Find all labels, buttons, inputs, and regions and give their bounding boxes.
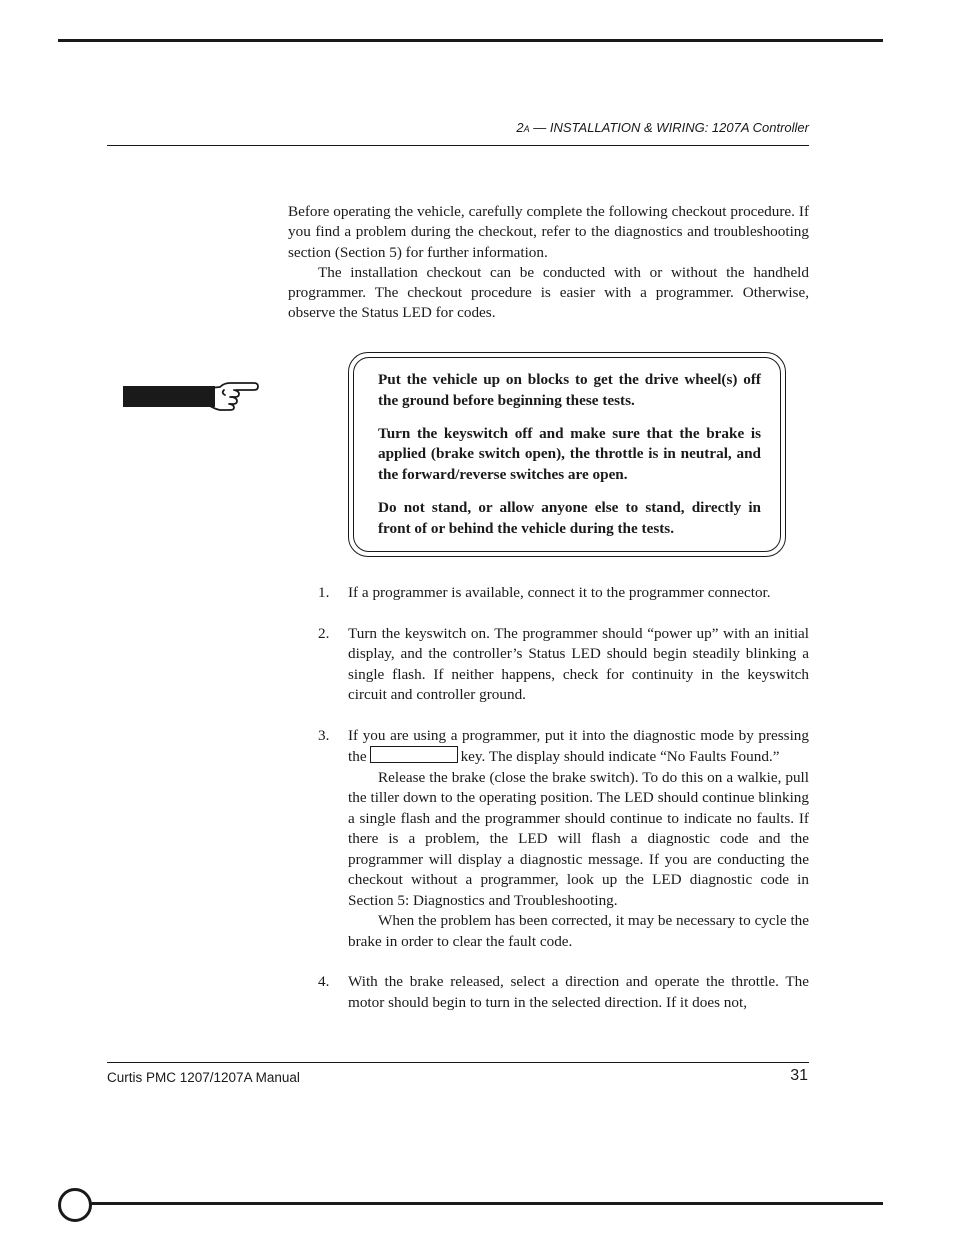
- step-4: [318, 972, 809, 1013]
- step-text-before-key: If you are using a programmer, put it into the diagnostic mode by pressing the: [348, 726, 809, 765]
- caution-text: [378, 370, 761, 552]
- section-title: — INSTALLATION & WIRING: 1207A Controller: [529, 120, 809, 135]
- step-number: 3.: [318, 726, 330, 744]
- running-head: [516, 120, 809, 135]
- caution-item: Turn the keyswitch off and make sure that the brake is applied (brake switch open), the throttle is in neutral, and the forward/reverse switches are open.: [378, 424, 761, 484]
- programmer-key-box: [370, 746, 458, 763]
- pointing-hand-icon: [208, 378, 260, 412]
- intro-paragraph-1: Before operating the vehicle, carefully complete the following checkout procedure. If you find a problem during the checkout, refer to the diagnostics and troubleshooting section (Section 5) for further information.: [288, 203, 809, 261]
- step-paragraph: When the problem has been corrected, it may be necessary to cycle the brake in order to clear the fault code.: [348, 912, 809, 950]
- section-number: 2: [516, 120, 524, 135]
- footer-rule: [107, 1062, 809, 1063]
- caution-item: Put the vehicle up on blocks to get the drive wheel(s) off the ground before beginning these tests.: [378, 371, 761, 409]
- corner-circle-mark: [58, 1188, 92, 1222]
- step-text: Turn the keyswitch on. The programmer should “power up” with an initial display, and the controller’s Status LED should begin steadily blinking a single flash. If neither happens, check for continuity in the keyswitch circuit and controller ground.: [348, 624, 809, 703]
- step-2: [318, 624, 809, 706]
- step-number: 2.: [318, 624, 330, 642]
- step-1: [318, 583, 809, 604]
- intro-text: [288, 202, 809, 324]
- step-text: If a programmer is available, connect it to the programmer connector.: [348, 584, 771, 601]
- header-rule: [107, 145, 809, 146]
- step-3: [318, 726, 809, 953]
- caution-marker-bar: [123, 386, 215, 407]
- step-text: [348, 726, 809, 768]
- intro-paragraph-2: The installation checkout can be conducted with or without the handheld programmer. The checkout procedure is easier with a programmer. Otherwise, observe the Status LED for codes.: [288, 263, 809, 322]
- caution-item: Do not stand, or allow anyone else to stand, directly in front of or behind the vehicle during the tests.: [378, 498, 761, 537]
- checkout-steps: [318, 583, 809, 1033]
- step-paragraph: Release the brake (close the brake switch). To do this on a walkie, pull the tiller down to the operating position. The LED should continue blinking a single flash and the programmer should continue to indicate no faults. If there is a problem, the LED will flash a diagnostic code and the programmer will display a diagnostic message. If you are conducting the checkout without a programmer, look up the LED diagnostic code in Section 5: Diagnostics and Troubleshooting.: [348, 768, 809, 909]
- manual-title: Curtis PMC 1207/1207A Manual: [107, 1070, 300, 1085]
- step-number: 4.: [318, 973, 330, 990]
- step-number: 1.: [318, 584, 330, 601]
- step-text: With the brake released, select a direction and operate the throttle. The motor should begin to turn in the selected direction. If it does not,: [348, 973, 809, 1011]
- step-text-after-key: key. The display should indicate “No Faults Found.”: [460, 748, 780, 765]
- section-suffix: A: [523, 124, 530, 134]
- top-rule: [58, 39, 883, 42]
- page-number: 31: [790, 1067, 808, 1084]
- bottom-rule: [80, 1202, 883, 1205]
